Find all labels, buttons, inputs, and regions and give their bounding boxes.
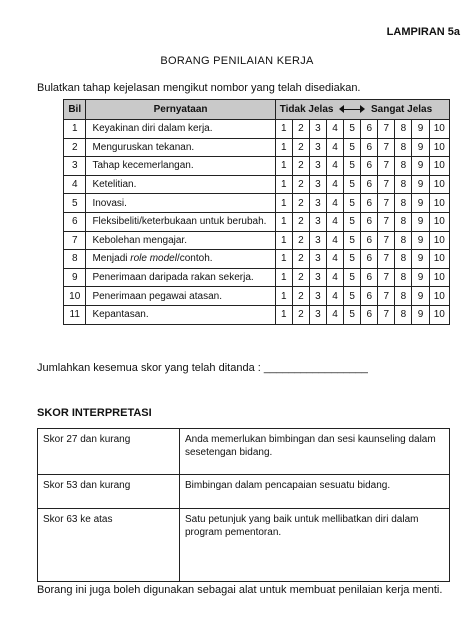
rating-option[interactable]: 1 <box>275 231 292 250</box>
interpretation-row <box>38 429 450 475</box>
rating-option[interactable]: 1 <box>275 268 292 287</box>
rating-option[interactable]: 5 <box>344 305 361 324</box>
rating-row <box>64 175 450 194</box>
rating-option[interactable]: 8 <box>395 157 412 176</box>
rating-option[interactable]: 4 <box>326 138 343 157</box>
rating-row <box>64 305 450 324</box>
rating-option[interactable]: 9 <box>412 212 429 231</box>
rating-option[interactable]: 2 <box>292 138 309 157</box>
row-number: 4 <box>64 175 86 194</box>
row-number: 9 <box>64 268 86 287</box>
rating-option[interactable]: 5 <box>344 120 361 139</box>
rating-option[interactable]: 2 <box>292 268 309 287</box>
rating-option[interactable]: 5 <box>344 268 361 287</box>
rating-option[interactable]: 8 <box>395 194 412 213</box>
rating-option[interactable]: 9 <box>412 268 429 287</box>
rating-option[interactable]: 7 <box>378 157 395 176</box>
rating-row <box>64 194 450 213</box>
row-number: 2 <box>64 138 86 157</box>
row-statement: Kepantasan. <box>86 305 275 324</box>
rating-option[interactable]: 7 <box>378 268 395 287</box>
rating-option[interactable]: 9 <box>412 250 429 269</box>
rating-option[interactable]: 5 <box>344 250 361 269</box>
rating-option[interactable]: 6 <box>361 120 378 139</box>
rating-option[interactable]: 3 <box>309 120 326 139</box>
rating-option[interactable]: 3 <box>309 250 326 269</box>
row-statement: Menjadi role model/contoh. <box>86 250 275 269</box>
rating-option[interactable]: 7 <box>378 287 395 306</box>
rating-option[interactable]: 7 <box>378 305 395 324</box>
rating-option[interactable]: 6 <box>361 250 378 269</box>
row-statement: Menguruskan tekanan. <box>86 138 275 157</box>
rating-option[interactable]: 3 <box>309 138 326 157</box>
rating-row <box>64 268 450 287</box>
rating-option[interactable]: 5 <box>344 194 361 213</box>
row-number: 6 <box>64 212 86 231</box>
rating-option[interactable]: 8 <box>395 287 412 306</box>
score-range: Skor 63 ke atas <box>38 509 180 582</box>
interpretation-row <box>38 475 450 509</box>
rating-option[interactable]: 2 <box>292 287 309 306</box>
rating-option[interactable]: 8 <box>395 250 412 269</box>
rating-option[interactable]: 4 <box>326 175 343 194</box>
interpretation-table <box>37 428 450 582</box>
score-meaning: Bimbingan dalam pencapaian sesuatu bidang. <box>180 475 450 509</box>
rating-option[interactable]: 1 <box>275 120 292 139</box>
rating-table <box>63 99 450 325</box>
rating-option[interactable]: 8 <box>395 138 412 157</box>
total-score-line: Jumlahkan kesemua skor yang telah ditanda : _________________ <box>37 362 368 374</box>
rating-option[interactable]: 10 <box>429 250 449 269</box>
row-number: 3 <box>64 157 86 176</box>
rating-option[interactable]: 7 <box>378 175 395 194</box>
row-statement: Penerimaan daripada rakan sekerja. <box>86 268 275 287</box>
rating-row <box>64 287 450 306</box>
rating-row <box>64 138 450 157</box>
rating-option[interactable]: 3 <box>309 194 326 213</box>
rating-option[interactable]: 1 <box>275 157 292 176</box>
form-title: BORANG PENILAIAN KERJA <box>160 55 314 67</box>
rating-option[interactable]: 6 <box>361 175 378 194</box>
rating-option[interactable]: 9 <box>412 305 429 324</box>
footer-note: Borang ini juga boleh digunakan sebagai alat untuk membuat penilaian kerja menti. <box>37 584 443 596</box>
rating-option[interactable]: 9 <box>412 120 429 139</box>
rating-option[interactable]: 3 <box>309 268 326 287</box>
rating-option[interactable]: 9 <box>412 157 429 176</box>
rating-option[interactable]: 4 <box>326 157 343 176</box>
rating-option[interactable]: 5 <box>344 231 361 250</box>
rating-option[interactable]: 5 <box>344 212 361 231</box>
rating-option[interactable]: 4 <box>326 250 343 269</box>
rating-option[interactable]: 6 <box>361 212 378 231</box>
rating-option[interactable]: 8 <box>395 231 412 250</box>
rating-option[interactable]: 6 <box>361 305 378 324</box>
rating-option[interactable]: 3 <box>309 157 326 176</box>
header-statement: Pernyataan <box>86 100 275 120</box>
row-statement: Tahap kecemerlangan. <box>86 157 275 176</box>
rating-option[interactable]: 10 <box>429 231 449 250</box>
rating-option[interactable]: 7 <box>378 120 395 139</box>
rating-option[interactable]: 5 <box>344 287 361 306</box>
rating-option[interactable]: 7 <box>378 212 395 231</box>
rating-option[interactable]: 4 <box>326 212 343 231</box>
rating-option[interactable]: 1 <box>275 287 292 306</box>
rating-option[interactable]: 10 <box>429 305 449 324</box>
rating-option[interactable]: 2 <box>292 305 309 324</box>
rating-option[interactable]: 1 <box>275 212 292 231</box>
rating-option[interactable]: 3 <box>309 212 326 231</box>
rating-option[interactable]: 10 <box>429 175 449 194</box>
rating-option[interactable]: 2 <box>292 157 309 176</box>
rating-row <box>64 231 450 250</box>
rating-option[interactable]: 8 <box>395 120 412 139</box>
rating-option[interactable]: 4 <box>326 194 343 213</box>
rating-option[interactable]: 7 <box>378 138 395 157</box>
rating-option[interactable]: 10 <box>429 138 449 157</box>
rating-option[interactable]: 2 <box>292 250 309 269</box>
header-scale <box>275 100 449 120</box>
score-range: Skor 53 dan kurang <box>38 475 180 509</box>
rating-option[interactable]: 4 <box>326 305 343 324</box>
row-statement: Keyakinan diri dalam kerja. <box>86 120 275 139</box>
rating-option[interactable]: 6 <box>361 157 378 176</box>
rating-option[interactable]: 3 <box>309 305 326 324</box>
rating-row <box>64 120 450 139</box>
rating-option[interactable]: 1 <box>275 305 292 324</box>
row-statement: Inovasi. <box>86 194 275 213</box>
interpretation-row <box>38 509 450 582</box>
rating-option[interactable]: 10 <box>429 287 449 306</box>
rating-option[interactable]: 8 <box>395 175 412 194</box>
rating-option[interactable]: 2 <box>292 194 309 213</box>
rating-option[interactable]: 10 <box>429 212 449 231</box>
rating-option[interactable]: 9 <box>412 175 429 194</box>
rating-option[interactable]: 7 <box>378 194 395 213</box>
appendix-label: LAMPIRAN 5a <box>386 26 460 38</box>
row-statement: Fleksibeliti/keterbukaan untuk berubah. <box>86 212 275 231</box>
rating-option[interactable]: 6 <box>361 194 378 213</box>
rating-option[interactable]: 5 <box>344 138 361 157</box>
rating-option[interactable]: 6 <box>361 231 378 250</box>
rating-option[interactable]: 8 <box>395 305 412 324</box>
rating-option[interactable]: 9 <box>412 138 429 157</box>
scale-right-label: Sangat Jelas <box>371 104 433 115</box>
score-meaning: Anda memerlukan bimbingan dan sesi kaunseling dalam sesetengan bidang. <box>180 429 450 475</box>
row-number: 8 <box>64 250 86 269</box>
rating-option[interactable]: 9 <box>412 231 429 250</box>
row-statement: Kebolehan mengajar. <box>86 231 275 250</box>
rating-option[interactable]: 7 <box>378 231 395 250</box>
rating-option[interactable]: 2 <box>292 212 309 231</box>
rating-option[interactable]: 7 <box>378 250 395 269</box>
rating-row <box>64 250 450 269</box>
row-number: 7 <box>64 231 86 250</box>
rating-option[interactable]: 10 <box>429 157 449 176</box>
rating-option[interactable]: 2 <box>292 231 309 250</box>
row-statement: Ketelitian. <box>86 175 275 194</box>
rating-option[interactable]: 4 <box>326 120 343 139</box>
rating-option[interactable]: 10 <box>429 268 449 287</box>
double-arrow-icon <box>339 105 365 113</box>
score-meaning: Satu petunjuk yang baik untuk mellibatkan diri dalam program pementoran. <box>180 509 450 582</box>
rating-option[interactable]: 3 <box>309 175 326 194</box>
rating-option[interactable]: 4 <box>326 268 343 287</box>
rating-option[interactable]: 1 <box>275 175 292 194</box>
row-number: 1 <box>64 120 86 139</box>
rating-option[interactable]: 6 <box>361 287 378 306</box>
score-range: Skor 27 dan kurang <box>38 429 180 475</box>
rating-option[interactable]: 3 <box>309 231 326 250</box>
rating-option[interactable]: 1 <box>275 194 292 213</box>
rating-option[interactable]: 10 <box>429 194 449 213</box>
row-number: 5 <box>64 194 86 213</box>
header-bil: Bil <box>64 100 86 120</box>
rating-table-header <box>64 100 450 120</box>
rating-option[interactable]: 2 <box>292 120 309 139</box>
rating-option[interactable]: 4 <box>326 287 343 306</box>
rating-option[interactable]: 5 <box>344 157 361 176</box>
rating-option[interactable]: 2 <box>292 175 309 194</box>
interpretation-title: SKOR INTERPRETASI <box>37 407 152 419</box>
rating-option[interactable]: 9 <box>412 194 429 213</box>
rating-option[interactable]: 8 <box>395 212 412 231</box>
rating-option[interactable]: 1 <box>275 250 292 269</box>
scale-left-label: Tidak Jelas <box>279 104 334 115</box>
row-number: 11 <box>64 305 86 324</box>
rating-option[interactable]: 6 <box>361 268 378 287</box>
rating-option[interactable]: 4 <box>326 231 343 250</box>
row-number: 10 <box>64 287 86 306</box>
rating-option[interactable]: 8 <box>395 268 412 287</box>
rating-row <box>64 157 450 176</box>
instruction-text: Bulatkan tahap kejelasan mengikut nombor yang telah disediakan. <box>37 82 361 94</box>
rating-option[interactable]: 10 <box>429 120 449 139</box>
rating-option[interactable]: 9 <box>412 287 429 306</box>
rating-option[interactable]: 3 <box>309 287 326 306</box>
rating-option[interactable]: 6 <box>361 138 378 157</box>
row-statement: Penerimaan pegawai atasan. <box>86 287 275 306</box>
rating-option[interactable]: 1 <box>275 138 292 157</box>
rating-row <box>64 212 450 231</box>
rating-option[interactable]: 5 <box>344 175 361 194</box>
